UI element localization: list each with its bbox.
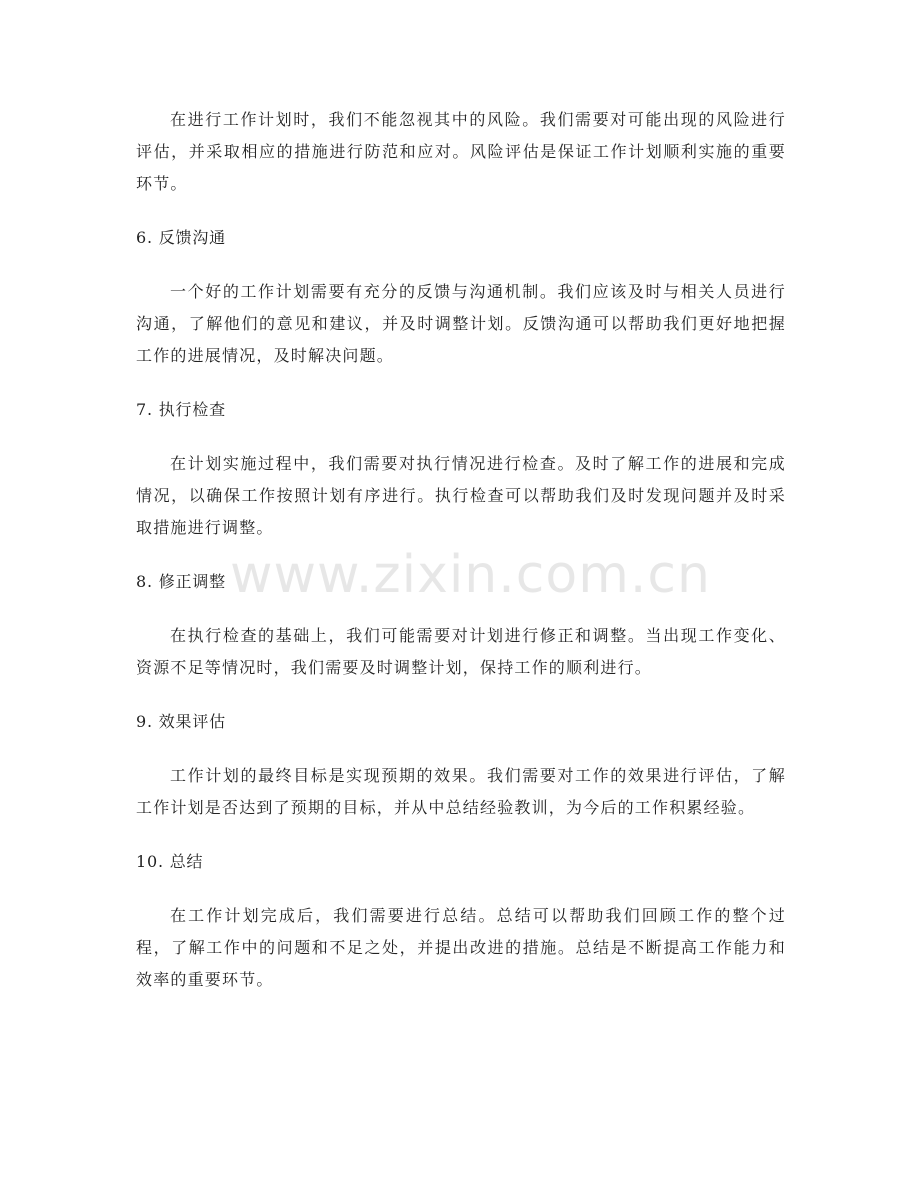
- paragraph-summary: 在工作计划完成后，我们需要进行总结。总结可以帮助我们回顾工作的整个过程，了解工作中的问题和不足之处，并提出改进的措施。总结是不断提高工作能力和效率的重要环节。: [136, 906, 786, 989]
- paragraph-feedback-communication: 一个好的工作计划需要有充分的反馈与沟通机制。我们应该及时与相关人员进行沟通，了解他们的意见和建议，并及时调整计划。反馈沟通可以帮助我们更好地把握工作的进展情况，及时解决问题。: [136, 282, 786, 365]
- heading-revision-adjustment: 8. 修正调整: [136, 572, 226, 591]
- heading-execution-check: 7. 执行检查: [136, 400, 226, 419]
- heading-summary: 10. 总结: [136, 852, 204, 871]
- site-watermark: www.zixin.com.cn: [230, 545, 711, 605]
- heading-effect-evaluation: 9. 效果评估: [136, 712, 226, 731]
- paragraph-revision-adjustment: 在执行检查的基础上，我们可能需要对计划进行修正和调整。当出现工作变化、资源不足等情况时，我们需要及时调整计划，保持工作的顺利进行。: [136, 626, 786, 677]
- paragraph-effect-evaluation: 工作计划的最终目标是实现预期的效果。我们需要对工作的效果进行评估，了解工作计划是否达到了预期的目标，并从中总结经验教训，为今后的工作积累经验。: [136, 766, 786, 817]
- heading-feedback-communication: 6. 反馈沟通: [136, 228, 226, 247]
- paragraph-risk-assessment: 在进行工作计划时，我们不能忽视其中的风险。我们需要对可能出现的风险进行评估，并采取相应的措施进行防范和应对。风险评估是保证工作计划顺利实施的重要环节。: [136, 110, 786, 193]
- paragraph-execution-check: 在计划实施过程中，我们需要对执行情况进行检查。及时了解工作的进展和完成情况，以确保工作按照计划有序进行。执行检查可以帮助我们及时发现问题并及时采取措施进行调整。: [136, 454, 786, 537]
- document-body: [136, 104, 786, 996]
